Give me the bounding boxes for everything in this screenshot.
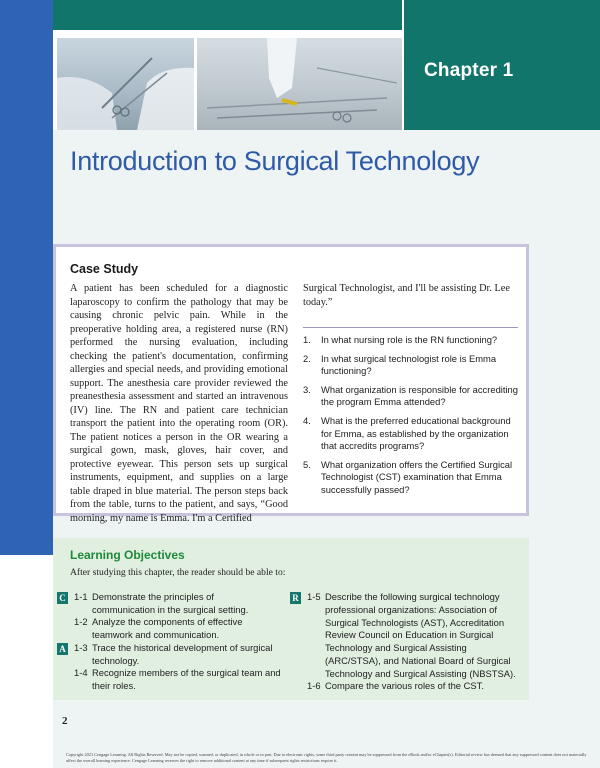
objective-item: 1-2 Analyze the components of effective teamwork and communication. (74, 616, 243, 640)
learning-objectives-heading: Learning Objectives (70, 548, 185, 562)
question-item: 2. In what surgical technologist role is Emma functioning? (303, 352, 497, 377)
questions-divider (303, 327, 518, 328)
page-number: 2 (62, 715, 68, 727)
blue-side-bar (0, 0, 53, 555)
case-study-text-left: A patient has been scheduled for a diagnostic laparoscopy to confirm the pathology that may be causing chronic pelvic pain. While in the preoperative holding area, a registered nurse (RN) performed the nursing evaluation, including checking the patient's documentation, confirming allergies and special needs, and providing emotional support. The anesthesia care provider reviewed the preanesthesia assessment and started an intravenous (IV) line. The RN and patient care technician transport the patient into the operating room (OR). The patient notices a person in the OR wearing a surgical gown, mask, gloves, hair cover, and protective eyewear. This person sets up surgical instruments, equipment, and supplies on a large table draped in blue material. The person steps back from the table, turns to the patient, and says, “Good morning, my name is Emma. I'm a Certified (70, 283, 288, 524)
badge-c: C (57, 592, 68, 604)
objective-item: 1-5 Describe the following surgical technology professional organizations: Association of Surgical Technologists (AST), Accreditation Review Council on Education in Surgical Technology and Surgical Assisting (ARC/STSA), and National Board of Surgical Technology and Surgical Assisting (NBSTSA). (307, 591, 516, 679)
objective-item: 1-3 Trace the historical development of surgical technology. (74, 642, 273, 666)
question-item: 1. In what nursing role is the RN functioning? (303, 334, 498, 345)
objective-item: 1-6 Compare the various roles of the CST. (307, 680, 484, 691)
copyright-notice: Copyright 2021 Cengage Learning. All Rights Reserved. May not be copied, scanned, or duplicated, in whole or in part. Due to electronic rights, some third party content may be suppressed from the eBook and/or eChapter(s). Editorial review has deemed that any suppressed content does not materially affect the overall learning experience. Cengage Learning reserves the right to remove additional content at any time if subsequent rights restrictions require it. (66, 752, 587, 763)
page-title: Introduction to Surgical Technology (70, 146, 480, 176)
question-item: 3. What organization is responsible for accrediting the program Emma attended? (303, 383, 518, 408)
case-study-text-right: Surgical Technologist, and I'll be assisting Dr. Lee today.” (303, 283, 510, 308)
case-study-heading: Case Study (70, 262, 139, 276)
chapter-label: Chapter 1 (424, 60, 514, 81)
question-item: 4. What is the preferred educational background for Emma, as established by the organization that accredits programs? (303, 414, 511, 452)
question-item: 5. What organization offers the Certified Surgical Technologist (CST) examination that Emma successfully passed? (303, 458, 513, 495)
badge-r: R (290, 592, 301, 604)
objective-item: 1-1 Demonstrate the principles of communication in the surgical setting. (74, 591, 249, 615)
surgical-hands-photo (57, 38, 194, 130)
case-study-questions (303, 334, 518, 503)
surgical-instruments-photo (197, 38, 402, 130)
learning-objectives-intro: After studying this chapter, the reader should be able to: (70, 567, 286, 578)
objective-item: 1-4 Recognize members of the surgical team and their roles. (74, 667, 281, 691)
badge-a: A (57, 643, 68, 655)
header-band (53, 0, 402, 30)
